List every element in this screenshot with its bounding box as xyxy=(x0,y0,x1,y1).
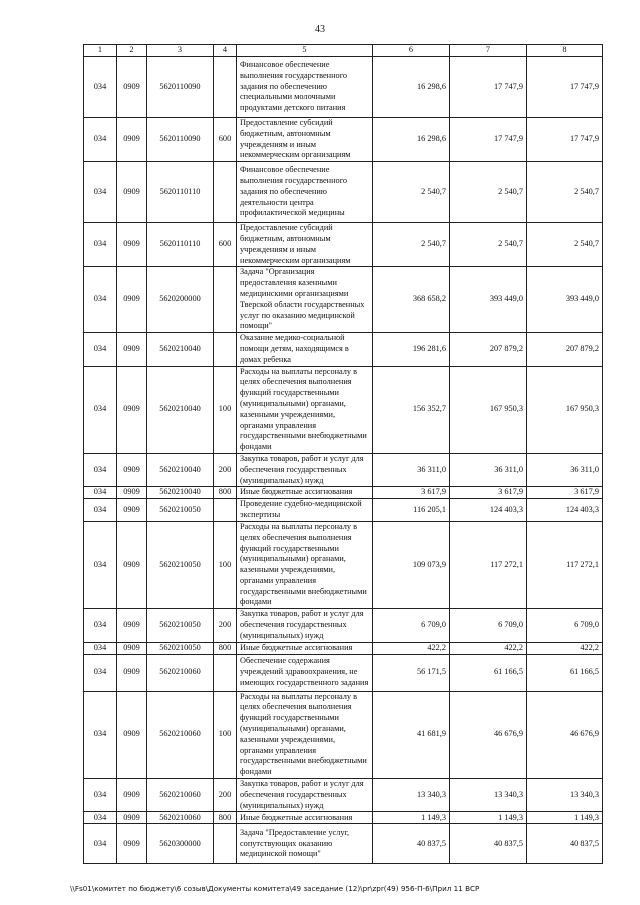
table-row xyxy=(84,521,603,608)
amount-col8-cell: 61 166,5 xyxy=(527,654,603,691)
table-row xyxy=(84,366,603,453)
amount-col7-cell: 207 879,2 xyxy=(450,333,527,366)
description-cell: Задача "Предоставление услуг, сопутствующих оказанию медицинской помощи" xyxy=(237,824,373,864)
admin-code-cell: 034 xyxy=(84,812,117,824)
expense-type-cell: 600 xyxy=(214,223,237,267)
description-cell: Предоставление субсидий бюджетным, автономным учреждениям и иным некоммерческим организациям xyxy=(237,118,373,162)
table-row xyxy=(84,824,603,864)
column-header: 8 xyxy=(527,45,603,57)
amount-col7-cell: 17 747,9 xyxy=(450,57,527,118)
expense-type-cell: 800 xyxy=(214,812,237,824)
amount-col7-cell: 40 837,5 xyxy=(450,824,527,864)
table-row xyxy=(84,691,603,778)
amount-col7-cell: 17 747,9 xyxy=(450,118,527,162)
expense-type-cell xyxy=(214,267,237,333)
amount-col6-cell: 3 617,9 xyxy=(373,487,450,499)
expense-type-cell: 200 xyxy=(214,453,237,486)
description-cell: Задача "Организация предоставления казенными медицинскими организациями Тверской области государственных услуг по оказанию медицинской помощи" xyxy=(237,267,373,333)
amount-col7-cell: 1 149,3 xyxy=(450,812,527,824)
table-row xyxy=(84,779,603,812)
target-article-cell: 5620110110 xyxy=(147,162,214,223)
budget-table xyxy=(83,44,603,864)
target-article-cell: 5620110090 xyxy=(147,118,214,162)
target-article-cell: 5620210040 xyxy=(147,487,214,499)
amount-col6-cell: 2 540,7 xyxy=(373,162,450,223)
admin-code-cell: 034 xyxy=(84,162,117,223)
expense-type-cell: 800 xyxy=(214,487,237,499)
section-code-cell: 0909 xyxy=(117,779,147,812)
expense-type-cell xyxy=(214,499,237,522)
description-cell: Иные бюджетные ассигнования xyxy=(237,487,373,499)
table-row xyxy=(84,223,603,267)
amount-col6-cell: 1 149,3 xyxy=(373,812,450,824)
section-code-cell: 0909 xyxy=(117,487,147,499)
amount-col6-cell: 13 340,3 xyxy=(373,779,450,812)
expense-type-cell: 200 xyxy=(214,609,237,642)
column-header: 5 xyxy=(237,45,373,57)
admin-code-cell: 034 xyxy=(84,499,117,522)
amount-col6-cell: 368 658,2 xyxy=(373,267,450,333)
admin-code-cell: 034 xyxy=(84,333,117,366)
description-cell: Предоставление субсидий бюджетным, автономным учреждениям и иным некоммерческим организациям xyxy=(237,223,373,267)
section-code-cell: 0909 xyxy=(117,499,147,522)
amount-col6-cell: 16 298,6 xyxy=(373,118,450,162)
expense-type-cell: 800 xyxy=(214,642,237,654)
target-article-cell: 5620210060 xyxy=(147,691,214,778)
column-header: 4 xyxy=(214,45,237,57)
amount-col8-cell: 124 403,3 xyxy=(527,499,603,522)
admin-code-cell: 034 xyxy=(84,521,117,608)
amount-col8-cell: 6 709,0 xyxy=(527,609,603,642)
amount-col6-cell: 2 540,7 xyxy=(373,223,450,267)
amount-col7-cell: 3 617,9 xyxy=(450,487,527,499)
description-cell: Закупка товаров, работ и услуг для обеспечения государственных (муниципальных) нужд xyxy=(237,453,373,486)
section-code-cell: 0909 xyxy=(117,824,147,864)
table-row xyxy=(84,333,603,366)
amount-col8-cell: 17 747,9 xyxy=(527,118,603,162)
page-number: 43 xyxy=(315,24,325,35)
amount-col7-cell: 46 676,9 xyxy=(450,691,527,778)
amount-col6-cell: 156 352,7 xyxy=(373,366,450,453)
expense-type-cell: 100 xyxy=(214,691,237,778)
amount-col8-cell: 207 879,2 xyxy=(527,333,603,366)
description-cell: Расходы на выплаты персоналу в целях обеспечения выполнения функций государственными (муниципальными) органами, казенными учреждениями, органами управления государственными внебюджетными фондами xyxy=(237,691,373,778)
amount-col7-cell: 61 166,5 xyxy=(450,654,527,691)
description-cell: Оказание медико-социальной помощи детям, находящимся в домах ребенка xyxy=(237,333,373,366)
target-article-cell: 5620210050 xyxy=(147,521,214,608)
amount-col8-cell: 167 950,3 xyxy=(527,366,603,453)
column-number-row xyxy=(84,45,603,57)
amount-col7-cell: 422,2 xyxy=(450,642,527,654)
expense-type-cell xyxy=(214,824,237,864)
description-cell: Закупка товаров, работ и услуг для обеспечения государственных (муниципальных) нужд xyxy=(237,609,373,642)
table-row xyxy=(84,267,603,333)
amount-col7-cell: 2 540,7 xyxy=(450,162,527,223)
target-article-cell: 5620210060 xyxy=(147,654,214,691)
description-cell: Иные бюджетные ассигнования xyxy=(237,642,373,654)
section-code-cell: 0909 xyxy=(117,453,147,486)
table-row xyxy=(84,654,603,691)
section-code-cell: 0909 xyxy=(117,333,147,366)
description-cell: Проведение судебно-медицинской экспертизы xyxy=(237,499,373,522)
description-cell: Финансовое обеспечение выполнения государственного задания по обеспечению специальными молочными продуктами детского питания xyxy=(237,57,373,118)
amount-col6-cell: 6 709,0 xyxy=(373,609,450,642)
section-code-cell: 0909 xyxy=(117,609,147,642)
column-header: 1 xyxy=(84,45,117,57)
amount-col7-cell: 117 272,1 xyxy=(450,521,527,608)
amount-col8-cell: 40 837,5 xyxy=(527,824,603,864)
section-code-cell: 0909 xyxy=(117,642,147,654)
amount-col7-cell: 2 540,7 xyxy=(450,223,527,267)
admin-code-cell: 034 xyxy=(84,223,117,267)
target-article-cell: 5620210060 xyxy=(147,812,214,824)
amount-col8-cell: 117 272,1 xyxy=(527,521,603,608)
amount-col7-cell: 124 403,3 xyxy=(450,499,527,522)
admin-code-cell: 034 xyxy=(84,654,117,691)
admin-code-cell: 034 xyxy=(84,642,117,654)
amount-col8-cell: 13 340,3 xyxy=(527,779,603,812)
amount-col6-cell: 41 681,9 xyxy=(373,691,450,778)
admin-code-cell: 034 xyxy=(84,57,117,118)
column-header: 3 xyxy=(147,45,214,57)
footer-file-path: \\Fs01\комитет по бюджету\6 созыв\Документы комитета\49 заседание (12)\pr\zpr(49) 956-П-6\Прил 11 ВСР xyxy=(70,884,480,893)
amount-col6-cell: 109 073,9 xyxy=(373,521,450,608)
amount-col8-cell: 422,2 xyxy=(527,642,603,654)
table-row xyxy=(84,812,603,824)
amount-col6-cell: 16 298,6 xyxy=(373,57,450,118)
description-cell: Расходы на выплаты персоналу в целях обеспечения выполнения функций государственными (муниципальными) органами, казенными учреждениями, органами управления государственными внебюджетными фондами xyxy=(237,521,373,608)
admin-code-cell: 034 xyxy=(84,453,117,486)
admin-code-cell: 034 xyxy=(84,609,117,642)
amount-col8-cell: 46 676,9 xyxy=(527,691,603,778)
admin-code-cell: 034 xyxy=(84,691,117,778)
table-row xyxy=(84,499,603,522)
column-header: 6 xyxy=(373,45,450,57)
amount-col8-cell: 2 540,7 xyxy=(527,223,603,267)
amount-col6-cell: 56 171,5 xyxy=(373,654,450,691)
amount-col8-cell: 36 311,0 xyxy=(527,453,603,486)
section-code-cell: 0909 xyxy=(117,267,147,333)
table-row xyxy=(84,118,603,162)
amount-col8-cell: 3 617,9 xyxy=(527,487,603,499)
target-article-cell: 5620210040 xyxy=(147,333,214,366)
amount-col6-cell: 116 205,1 xyxy=(373,499,450,522)
target-article-cell: 5620300000 xyxy=(147,824,214,864)
target-article-cell: 5620210040 xyxy=(147,366,214,453)
admin-code-cell: 034 xyxy=(84,366,117,453)
expense-type-cell xyxy=(214,654,237,691)
description-cell: Расходы на выплаты персоналу в целях обеспечения выполнения функций государственными (муниципальными) органами, казенными учреждениями, органами управления государственными внебюджетными фондами xyxy=(237,366,373,453)
target-article-cell: 5620210050 xyxy=(147,642,214,654)
section-code-cell: 0909 xyxy=(117,521,147,608)
description-cell: Иные бюджетные ассигнования xyxy=(237,812,373,824)
amount-col7-cell: 13 340,3 xyxy=(450,779,527,812)
admin-code-cell: 034 xyxy=(84,824,117,864)
amount-col6-cell: 422,2 xyxy=(373,642,450,654)
target-article-cell: 5620210040 xyxy=(147,453,214,486)
description-cell: Обеспечение содержания учреждений здравоохранения, не имеющих государственного задания xyxy=(237,654,373,691)
column-header: 7 xyxy=(450,45,527,57)
expense-type-cell: 100 xyxy=(214,366,237,453)
amount-col8-cell: 17 747,9 xyxy=(527,57,603,118)
section-code-cell: 0909 xyxy=(117,118,147,162)
section-code-cell: 0909 xyxy=(117,812,147,824)
table-row xyxy=(84,487,603,499)
expense-type-cell xyxy=(214,333,237,366)
amount-col6-cell: 40 837,5 xyxy=(373,824,450,864)
admin-code-cell: 034 xyxy=(84,118,117,162)
expense-type-cell: 100 xyxy=(214,521,237,608)
amount-col8-cell: 1 149,3 xyxy=(527,812,603,824)
table-row xyxy=(84,57,603,118)
section-code-cell: 0909 xyxy=(117,691,147,778)
table-row xyxy=(84,642,603,654)
table-row xyxy=(84,162,603,223)
target-article-cell: 5620210050 xyxy=(147,499,214,522)
target-article-cell: 5620200000 xyxy=(147,267,214,333)
amount-col6-cell: 36 311,0 xyxy=(373,453,450,486)
expense-type-cell xyxy=(214,162,237,223)
target-article-cell: 5620210060 xyxy=(147,779,214,812)
target-article-cell: 5620110110 xyxy=(147,223,214,267)
column-header: 2 xyxy=(117,45,147,57)
section-code-cell: 0909 xyxy=(117,57,147,118)
section-code-cell: 0909 xyxy=(117,654,147,691)
target-article-cell: 5620110090 xyxy=(147,57,214,118)
amount-col6-cell: 196 281,6 xyxy=(373,333,450,366)
amount-col7-cell: 393 449,0 xyxy=(450,267,527,333)
expense-type-cell xyxy=(214,57,237,118)
section-code-cell: 0909 xyxy=(117,366,147,453)
amount-col7-cell: 6 709,0 xyxy=(450,609,527,642)
target-article-cell: 5620210050 xyxy=(147,609,214,642)
amount-col8-cell: 2 540,7 xyxy=(527,162,603,223)
table-row xyxy=(84,453,603,486)
amount-col8-cell: 393 449,0 xyxy=(527,267,603,333)
section-code-cell: 0909 xyxy=(117,162,147,223)
table-row xyxy=(84,609,603,642)
admin-code-cell: 034 xyxy=(84,779,117,812)
amount-col7-cell: 167 950,3 xyxy=(450,366,527,453)
admin-code-cell: 034 xyxy=(84,267,117,333)
description-cell: Закупка товаров, работ и услуг для обеспечения государственных (муниципальных) нужд xyxy=(237,779,373,812)
amount-col7-cell: 36 311,0 xyxy=(450,453,527,486)
section-code-cell: 0909 xyxy=(117,223,147,267)
expense-type-cell: 600 xyxy=(214,118,237,162)
admin-code-cell: 034 xyxy=(84,487,117,499)
description-cell: Финансовое обеспечение выполнения государственного задания по обеспечению деятельности центра профилактической медицины xyxy=(237,162,373,223)
expense-type-cell: 200 xyxy=(214,779,237,812)
